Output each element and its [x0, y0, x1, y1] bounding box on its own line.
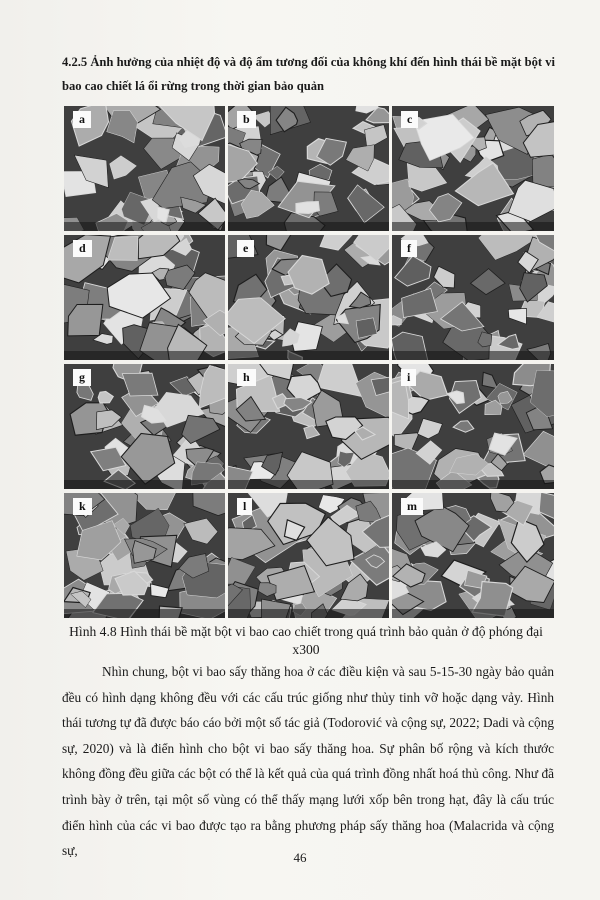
- sem-info-bar: [228, 222, 389, 231]
- sem-panel-c: [392, 106, 554, 231]
- sem-panel-m: [392, 493, 554, 618]
- panel-label: c: [401, 111, 418, 128]
- sem-info-bar: [228, 351, 389, 360]
- sem-panel-g: [64, 364, 225, 489]
- sem-panel-d: [64, 235, 225, 360]
- body-paragraph: Nhìn chung, bột vi bao sấy thăng hoa ở các điều kiện và sau 5-15-30 ngày bảo quản đều có hình dạng không đều với các cấu trúc giống như thủy tinh vỡ hoặc dạng vảy. Hình thái tương tự đã được báo cáo bởi một số tác giả (Todorović và cộng sự, 2022; Dadi và cộng sự, 2020) và là điển hình cho bột vi bao sấy thăng hoa. Sự phân bố rộng và kích thước không đồng đều giữa các bột có thể là kết quả của quá trình đồng nhất hoá thủ công. Như đã trình bày ở trên, tại một số vùng có thể thấy mạng lưới xốp bên trong hạt, đây là cấu trúc điển hình của các vi bao được tạo ra bằng phương pháp sấy thăng hoa (Malacrida và cộng sự,: [62, 664, 554, 859]
- powder-particle: [68, 304, 103, 336]
- sem-panel-l: [228, 493, 389, 618]
- panel-label: d: [73, 240, 92, 257]
- panel-label: l: [237, 498, 252, 515]
- figure-caption: Hình 4.8 Hình thái bề mặt bột vi bao cao chiết trong quá trình bảo quản ở độ phóng đại x300: [69, 624, 543, 657]
- sem-panel-e: [228, 235, 389, 360]
- powder-particle: [532, 154, 554, 187]
- sem-panel-b: [228, 106, 389, 231]
- sem-info-bar: [392, 480, 554, 489]
- sem-panel-i: [392, 364, 554, 489]
- powder-particle: [296, 202, 320, 214]
- sem-figure-grid: [64, 106, 554, 620]
- panel-label: e: [237, 240, 254, 257]
- panel-label: m: [401, 498, 423, 515]
- section-heading: 4.2.5 Ảnh hưởng của nhiệt độ và độ ẩm tương đối của không khí đến hình thái bề mặt bột vi bao cao chiết lá ổi rừng trong thời gian bảo quản: [62, 55, 556, 93]
- sem-info-bar: [64, 480, 225, 489]
- sem-panel-k: [64, 493, 225, 618]
- sem-panel-h: [228, 364, 389, 489]
- panel-label: a: [73, 111, 91, 128]
- panel-label: i: [401, 369, 416, 386]
- panel-label: b: [237, 111, 256, 128]
- panel-label: k: [73, 498, 92, 515]
- sem-info-bar: [392, 609, 554, 618]
- sem-panel-f: [392, 235, 554, 360]
- sem-info-bar: [64, 609, 225, 618]
- sem-info-bar: [64, 351, 225, 360]
- sem-info-bar: [392, 351, 554, 360]
- panel-label: h: [237, 369, 256, 386]
- panel-label: f: [401, 240, 417, 257]
- sem-info-bar: [64, 222, 225, 231]
- sem-info-bar: [228, 609, 389, 618]
- sem-info-bar: [228, 480, 389, 489]
- sem-panel-a: [64, 106, 225, 231]
- sem-info-bar: [392, 222, 554, 231]
- page-number: 46: [293, 850, 307, 865]
- panel-label: g: [73, 369, 91, 386]
